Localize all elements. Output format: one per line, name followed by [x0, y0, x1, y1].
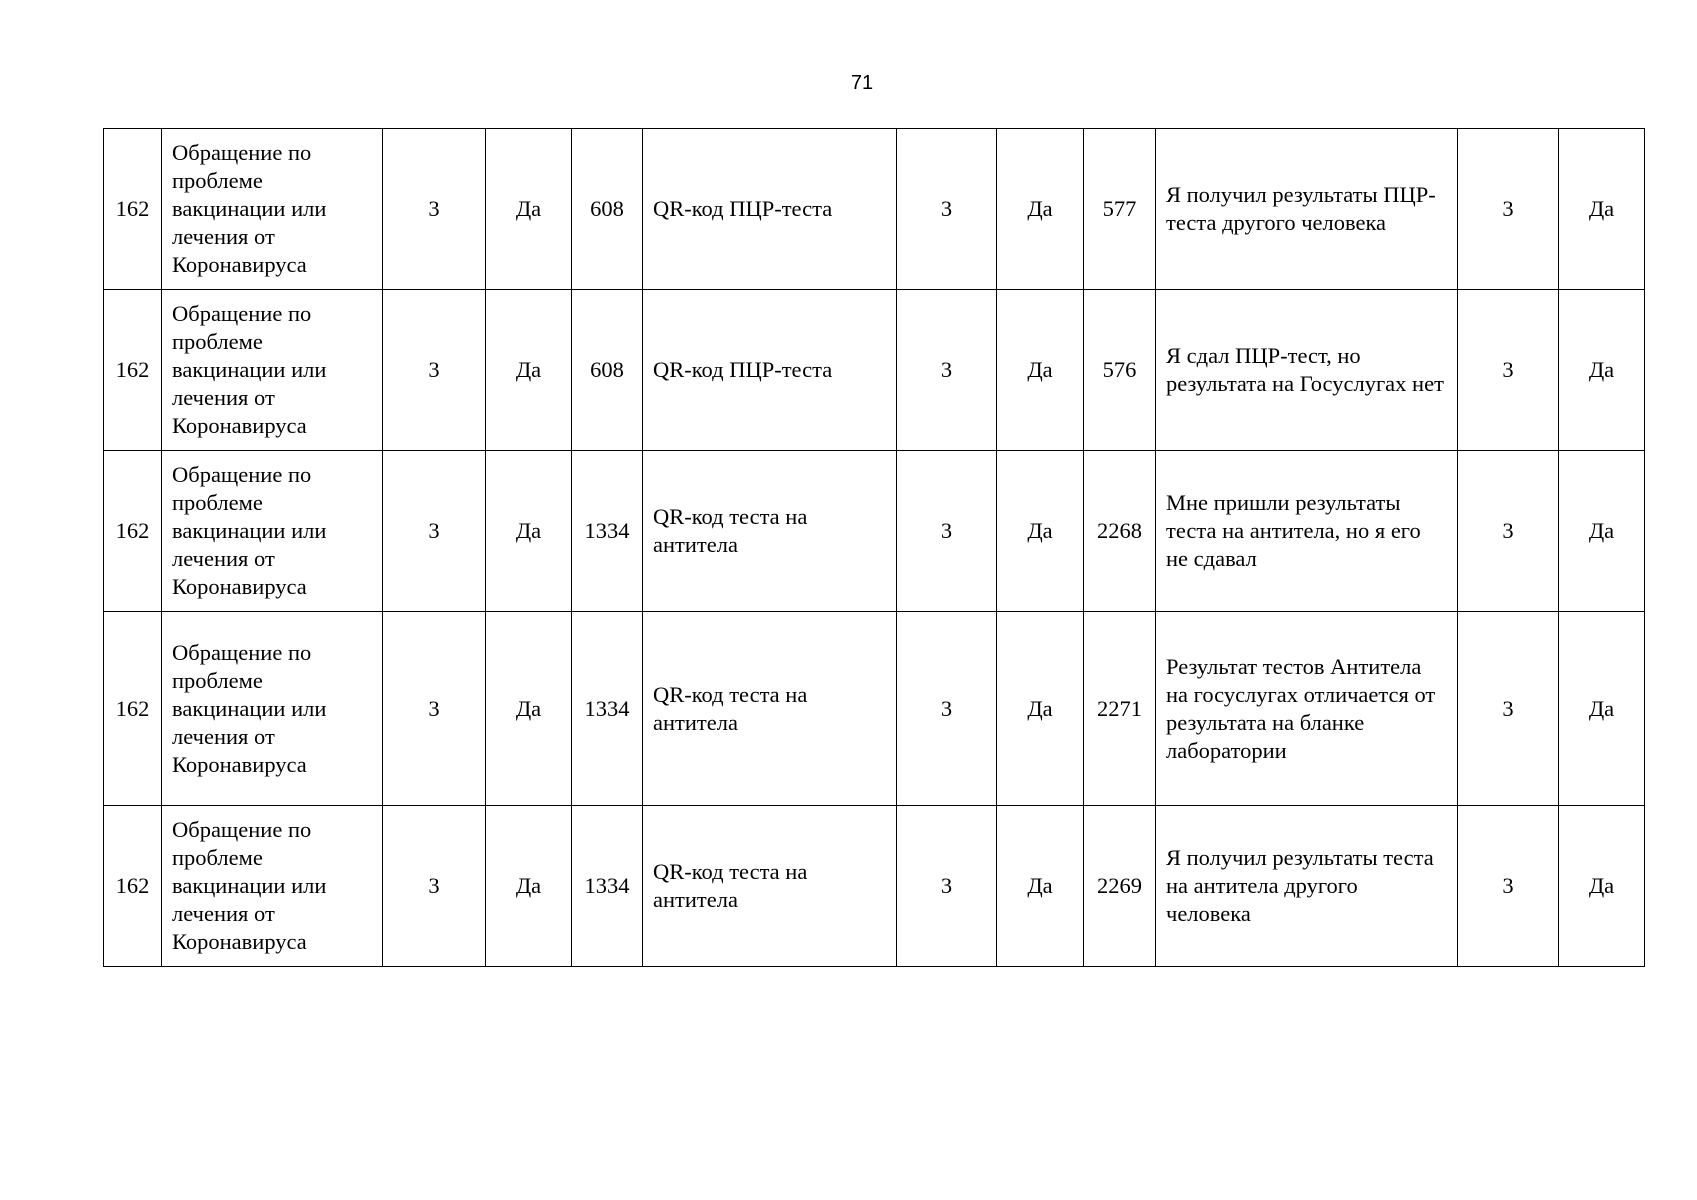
cell-topic-flag: Да: [1559, 129, 1645, 290]
cell-subcode: 608: [572, 290, 643, 451]
cell-code: 162: [104, 290, 162, 451]
cell-category: Обращение по проблеме вакцинации или лечения от Коронавируса: [162, 290, 383, 451]
cell-topic: Я получил результаты теста на антитела другого человека: [1156, 806, 1458, 967]
cell-subcategory: QR-код теста на антитела: [643, 451, 897, 612]
cell-subcode: 1334: [572, 451, 643, 612]
cell-code: 162: [104, 612, 162, 806]
cell-category: Обращение по проблеме вакцинации или лечения от Коронавируса: [162, 612, 383, 806]
table-row: [104, 451, 1645, 612]
cell-level: 3: [383, 129, 486, 290]
cell-topic-flag: Да: [1559, 290, 1645, 451]
cell-topic-level: 3: [1458, 129, 1559, 290]
table-row: [104, 612, 1645, 806]
cell-subflag: Да: [997, 806, 1084, 967]
cell-subcategory: QR-код ПЦР-теста: [643, 129, 897, 290]
cell-code: 162: [104, 451, 162, 612]
page-number: 71: [850, 72, 874, 94]
cell-flag: Да: [486, 806, 572, 967]
cell-topic-level: 3: [1458, 806, 1559, 967]
cell-sublevel: 3: [897, 290, 997, 451]
cell-category: Обращение по проблеме вакцинации или лечения от Коронавируса: [162, 806, 383, 967]
data-table: [103, 128, 1645, 967]
table-row: [104, 129, 1645, 290]
cell-topic-code: 576: [1084, 290, 1156, 451]
cell-subflag: Да: [997, 451, 1084, 612]
cell-subcategory: QR-код ПЦР-теста: [643, 290, 897, 451]
table-row: [104, 806, 1645, 967]
cell-topic-flag: Да: [1559, 806, 1645, 967]
cell-subcode: 1334: [572, 612, 643, 806]
cell-subcategory: QR-код теста на антитела: [643, 806, 897, 967]
cell-topic: Мне пришли результаты теста на антитела, но я его не сдавал: [1156, 451, 1458, 612]
cell-subcode: 1334: [572, 806, 643, 967]
cell-subcode: 608: [572, 129, 643, 290]
cell-code: 162: [104, 806, 162, 967]
cell-flag: Да: [486, 290, 572, 451]
cell-code: 162: [104, 129, 162, 290]
cell-level: 3: [383, 612, 486, 806]
cell-sublevel: 3: [897, 451, 997, 612]
cell-topic-code: 577: [1084, 129, 1156, 290]
cell-topic: Я получил результаты ПЦР-теста другого человека: [1156, 129, 1458, 290]
cell-subflag: Да: [997, 129, 1084, 290]
cell-sublevel: 3: [897, 129, 997, 290]
cell-subcategory: QR-код теста на антитела: [643, 612, 897, 806]
cell-topic: Результат тестов Антитела на госуслугах отличается от результата на бланке лаборатории: [1156, 612, 1458, 806]
cell-sublevel: 3: [897, 806, 997, 967]
cell-level: 3: [383, 290, 486, 451]
table-row: [104, 290, 1645, 451]
cell-topic-level: 3: [1458, 290, 1559, 451]
cell-topic-code: 2271: [1084, 612, 1156, 806]
cell-flag: Да: [486, 129, 572, 290]
cell-topic-code: 2268: [1084, 451, 1156, 612]
cell-topic-flag: Да: [1559, 612, 1645, 806]
cell-topic-level: 3: [1458, 612, 1559, 806]
cell-topic-code: 2269: [1084, 806, 1156, 967]
cell-level: 3: [383, 451, 486, 612]
cell-subflag: Да: [997, 612, 1084, 806]
cell-flag: Да: [486, 451, 572, 612]
cell-topic-level: 3: [1458, 451, 1559, 612]
cell-category: Обращение по проблеме вакцинации или лечения от Коронавируса: [162, 451, 383, 612]
cell-flag: Да: [486, 612, 572, 806]
cell-topic-flag: Да: [1559, 451, 1645, 612]
cell-category: Обращение по проблеме вакцинации или лечения от Коронавируса: [162, 129, 383, 290]
cell-level: 3: [383, 806, 486, 967]
cell-sublevel: 3: [897, 612, 997, 806]
cell-subflag: Да: [997, 290, 1084, 451]
cell-topic: Я сдал ПЦР-тест, но результата на Госуслугах нет: [1156, 290, 1458, 451]
